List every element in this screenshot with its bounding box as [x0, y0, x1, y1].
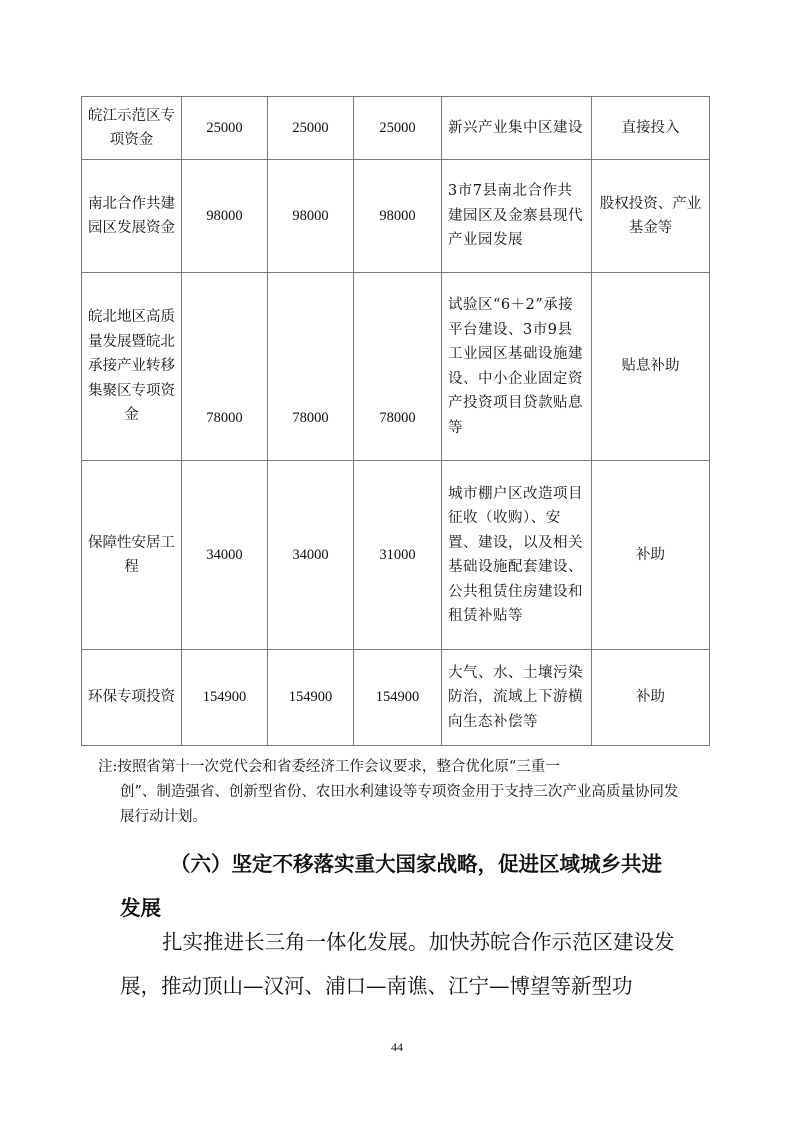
amount-cell-3: 25000	[354, 97, 442, 160]
amount-cell-2: 98000	[268, 160, 354, 273]
fund-name-cell: 皖北地区高质量发展暨皖北承接产业转移集聚区专项资金	[82, 273, 182, 461]
usage-cell: 城市棚户区改造项目征收（收购）、安置、建设，以及相关基础设施配套建设、公共租赁住房建设和租赁补贴等	[442, 461, 592, 650]
support-mode-cell: 补助	[592, 650, 710, 746]
usage-cell: 试验区“6＋2”承接平台建设、3市9县工业园区基础设施建设、中小企业固定资产投资项目贷款贴息等	[442, 273, 592, 461]
table-row	[82, 650, 710, 746]
funds-table	[81, 96, 710, 746]
amount-cell-3: 98000	[354, 160, 442, 273]
page-number: 44	[391, 1040, 403, 1054]
table-row	[82, 160, 710, 273]
amount-cell-2: 78000	[268, 273, 354, 461]
amount-cell-1: 98000	[182, 160, 268, 273]
fund-name-cell: 保障性安居工程	[82, 461, 182, 650]
support-mode-cell: 贴息补助	[592, 273, 710, 461]
usage-cell: 大气、水、土壤污染防治，流域上下游横向生态补偿等	[442, 650, 592, 746]
amount-cell-2: 25000	[268, 97, 354, 160]
table-row	[82, 97, 710, 160]
fund-name-cell: 环保专项投资	[82, 650, 182, 746]
section-heading	[120, 842, 680, 930]
support-mode-cell: 直接投入	[592, 97, 710, 160]
amount-cell-1: 34000	[182, 461, 268, 650]
amount-cell-2: 34000	[268, 461, 354, 650]
amount-cell-1: 25000	[182, 97, 268, 160]
support-mode-cell: 股权投资、产业基金等	[592, 160, 710, 273]
table-row	[82, 461, 710, 650]
heading-line-1: （六）坚定不移落实重大国家战略，促进区域城乡共进	[170, 852, 662, 876]
usage-cell: 3市7县南北合作共建园区及金寨县现代产业园发展	[442, 160, 592, 273]
amount-cell-3: 78000	[354, 273, 442, 461]
note-line-2: 创”、制造强省、创新型省份、农田水利建设等专项资金用于支持三次产业高质量协同发展行动计划。	[120, 784, 679, 825]
note-line-1: 注:按照省第十一次党代会和省委经济工作会议要求，整合优化原“三重一	[98, 759, 560, 775]
amount-cell-3: 154900	[354, 650, 442, 746]
table-row	[82, 273, 710, 461]
heading-line-2: 发展	[120, 896, 161, 920]
amount-cell-2: 154900	[268, 650, 354, 746]
support-mode-cell: 补助	[592, 461, 710, 650]
amount-cell-1: 78000	[182, 273, 268, 461]
amount-cell-3: 31000	[354, 461, 442, 650]
usage-cell: 新兴产业集中区建设	[442, 97, 592, 160]
table-note	[98, 755, 680, 830]
fund-name-cell: 南北合作共建园区发展资金	[82, 160, 182, 273]
amount-cell-1: 154900	[182, 650, 268, 746]
fund-name-cell: 皖江示范区专项资金	[82, 97, 182, 160]
body-paragraph: 扎实推进长三角一体化发展。加快苏皖合作示范区建设发展，推动顶山—汉河、浦口—南谯、江宁—博望等新型功	[120, 930, 675, 998]
